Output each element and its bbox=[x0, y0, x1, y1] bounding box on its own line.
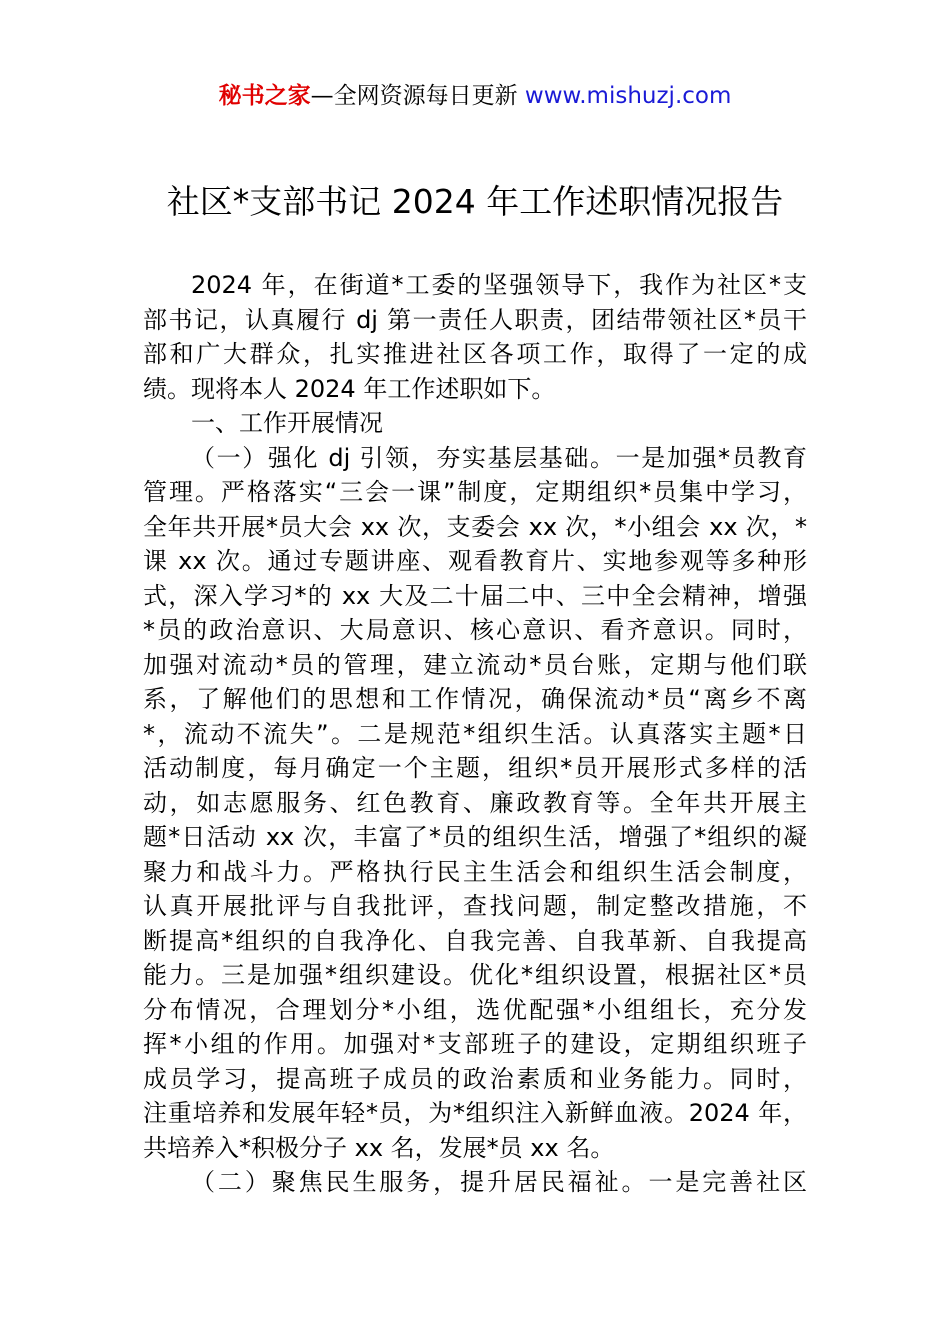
paragraph-line: 动，如志愿服务、红色教育、廉政教育等。全年共开展主 bbox=[143, 788, 807, 817]
paragraph-line: 式，深入学习*的 xx 大及二十届二中、三中全会精神，增强 bbox=[143, 581, 807, 610]
site-url-link[interactable]: www.mishuzj.com bbox=[524, 83, 732, 109]
paragraph-line: *员的政治意识、大局意识、核心意识、看齐意识。同时， bbox=[143, 616, 807, 644]
document-title: 社区*支部书记 2024 年工作述职情况报告 bbox=[166, 182, 784, 221]
paragraph-line: （一）强化 dj 引领，夯实基层基础。一是加强*员教育 bbox=[191, 443, 807, 472]
site-brand: 秘书之家 bbox=[218, 83, 311, 109]
paragraph-line: 课 xx 次。通过专题讲座、观看教育片、实地参观等多种形 bbox=[143, 547, 807, 575]
paragraph-line: 2024 年，在街道*工委的坚强领导下，我作为社区*支 bbox=[191, 271, 807, 299]
paragraph-line: （二）聚焦民生服务，提升居民福祉。一是完善社区 bbox=[191, 1168, 807, 1196]
site-header bbox=[0, 80, 950, 112]
paragraph-line: 成员学习，提高班子成员的政治素质和业务能力。同时， bbox=[143, 1064, 807, 1093]
paragraph-line: 活动制度，每月确定一个主题，组织*员开展形式多样的活 bbox=[143, 754, 807, 782]
paragraph-line: 断提高*组织的自我净化、自我完善、自我革新、自我提高 bbox=[143, 926, 807, 955]
paragraph-line: 共培养入*积极分子 xx 名，发展*员 xx 名。 bbox=[143, 1133, 615, 1162]
paragraph-line: 能力。三是加强*组织建设。优化*组织设置，根据社区*员 bbox=[143, 961, 807, 989]
paragraph-line: 部和广大群众，扎实推进社区各项工作，取得了一定的成 bbox=[143, 340, 807, 368]
paragraph-line: 分布情况，合理划分*小组，选优配强*小组组长，充分发 bbox=[143, 995, 807, 1024]
paragraph-line: 注重培养和发展年轻*员，为*组织注入新鲜血液。2024 年， bbox=[143, 1099, 807, 1127]
paragraph-line: 部书记，认真履行 dj 第一责任人职责，团结带领社区*员干 bbox=[143, 305, 807, 334]
paragraph-line: 加强对流动*员的管理，建立流动*员台账，定期与他们联 bbox=[143, 650, 807, 679]
paragraph-line: 系，了解他们的思想和工作情况，确保流动*员“离乡不离 bbox=[143, 685, 807, 713]
paragraph-line: 挥*小组的作用。加强对*支部班子的建设，定期组织班子 bbox=[143, 1030, 807, 1058]
paragraph-line: 全年共开展*员大会 xx 次，支委会 xx 次，*小组会 xx 次，* bbox=[143, 512, 807, 541]
paragraph-line: 管理。严格落实“三会一课”制度，定期组织*员集中学习， bbox=[143, 478, 807, 506]
section-heading: 一、工作开展情况 bbox=[191, 409, 383, 437]
paragraph-line: *，流动不流失”。二是规范*组织生活。认真落实主题*日 bbox=[143, 719, 807, 748]
site-tagline: —全网资源每日更新 bbox=[310, 83, 525, 109]
paragraph-line: 认真开展批评与自我批评，查找问题，制定整改措施，不 bbox=[143, 892, 807, 920]
paragraph-line: 题*日活动 xx 次，丰富了*员的组织生活，增强了*组织的凝 bbox=[143, 823, 807, 851]
paragraph-line: 绩。现将本人 2024 年工作述职如下。 bbox=[143, 374, 556, 403]
paragraph-line: 聚力和战斗力。严格执行民主生活会和组织生活会制度， bbox=[143, 857, 807, 886]
document-body bbox=[143, 268, 807, 1200]
